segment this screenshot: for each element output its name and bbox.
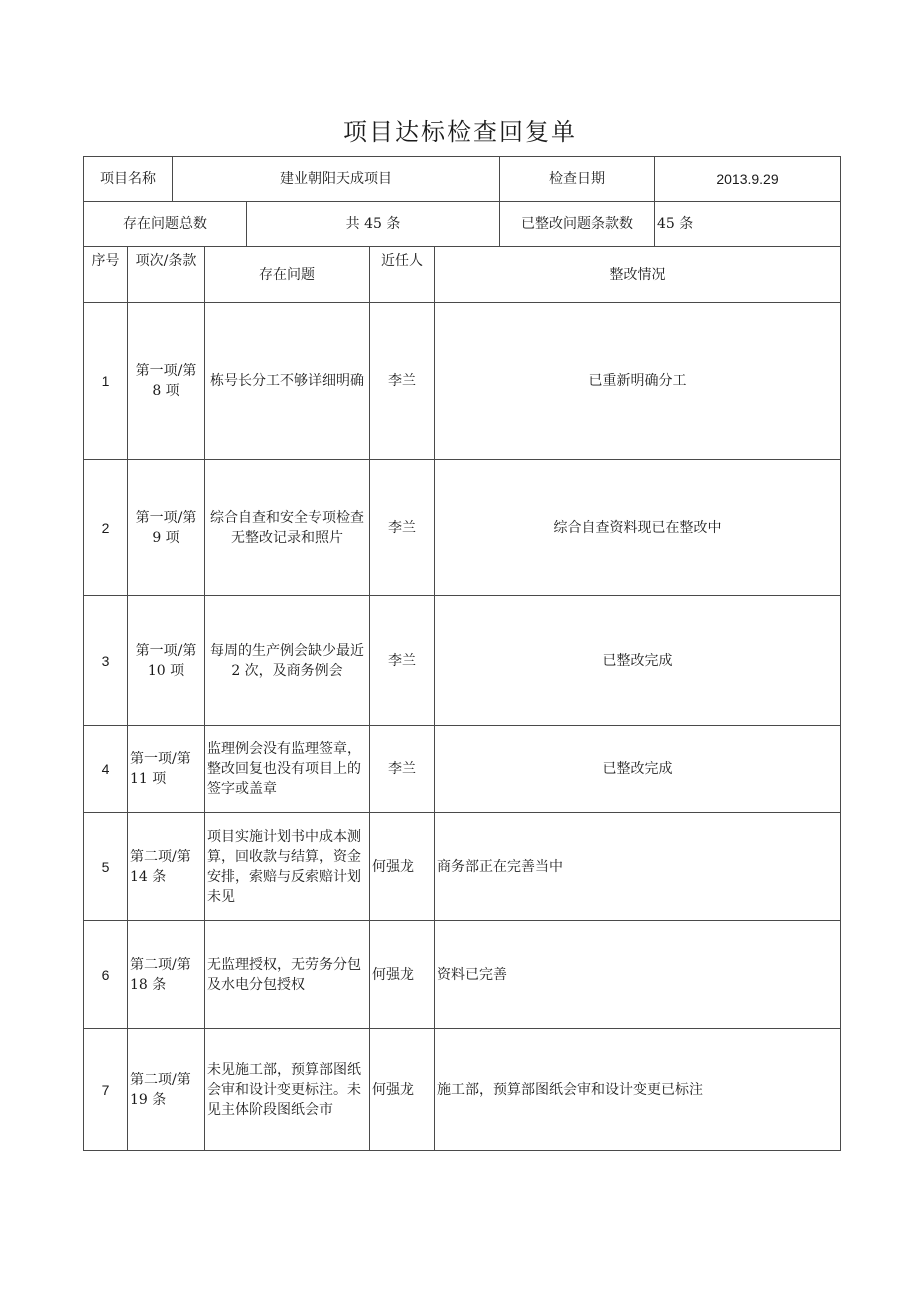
row-number: 7 <box>84 1029 128 1151</box>
row-issue: 未见施工部，预算部图纸会审和设计变更标注。未见主体阶段图纸会市 <box>205 1029 370 1151</box>
project-name-value: 建业朝阳天成项目 <box>173 157 500 202</box>
document-title: 项目达标检查回复单 <box>343 118 577 146</box>
row-status: 已重新明确分工 <box>435 303 841 460</box>
row-person: 李兰 <box>370 460 435 596</box>
row-item: 第一项/第 10 项 <box>128 596 205 726</box>
row-person: 何强龙 <box>370 1029 435 1151</box>
row-issue: 监理例会没有监理签章，整改回复也没有项目上的签字或盖章 <box>205 726 370 813</box>
row-person: 李兰 <box>370 596 435 726</box>
row-status: 资料已完善 <box>435 921 841 1029</box>
issues-table <box>83 246 841 1151</box>
table-row <box>84 460 841 596</box>
row-number: 3 <box>84 596 128 726</box>
col-header-no: 序号 <box>84 247 128 303</box>
check-date-label: 检查日期 <box>500 157 655 202</box>
column-header-row <box>84 247 841 303</box>
row-status: 综合自查资料现已在整改中 <box>435 460 841 596</box>
table-row <box>84 726 841 813</box>
row-person: 何强龙 <box>370 813 435 921</box>
total-issues-label: 存在问题总数 <box>84 202 247 247</box>
row-status: 已整改完成 <box>435 596 841 726</box>
row-number: 2 <box>84 460 128 596</box>
row-person: 李兰 <box>370 726 435 813</box>
row-issue: 栋号长分工不够详细明确 <box>205 303 370 460</box>
row-issue: 项目实施计划书中成本测算，回收款与结算，资金安排，索赔与反索赔计划未见 <box>205 813 370 921</box>
total-issues-value: 共 45 条 <box>247 202 500 247</box>
row-issue: 无监理授权，无劳务分包及水电分包授权 <box>205 921 370 1029</box>
row-item: 第二项/第 19 条 <box>128 1029 205 1151</box>
info-table <box>83 156 841 247</box>
row-status: 已整改完成 <box>435 726 841 813</box>
row-status: 商务部正在完善当中 <box>435 813 841 921</box>
reply-sheet <box>83 156 840 1151</box>
table-row <box>84 596 841 726</box>
check-date-value: 2013.9.29 <box>655 157 841 202</box>
row-number: 4 <box>84 726 128 813</box>
row-item: 第一项/第 8 项 <box>128 303 205 460</box>
rectified-count-label: 已整改问题条款数 <box>500 202 655 247</box>
row-item: 第二项/第 14 条 <box>128 813 205 921</box>
rectified-count-value: 45 条 <box>655 202 841 247</box>
row-number: 5 <box>84 813 128 921</box>
row-item: 第一项/第 11 项 <box>128 726 205 813</box>
table-row <box>84 303 841 460</box>
row-item: 第一项/第 9 项 <box>128 460 205 596</box>
row-person: 何强龙 <box>370 921 435 1029</box>
col-header-issue: 存在问题 <box>205 247 370 303</box>
table-row <box>84 921 841 1029</box>
row-issue: 综合自查和安全专项检查无整改记录和照片 <box>205 460 370 596</box>
row-number: 1 <box>84 303 128 460</box>
col-header-person: 近任人 <box>370 247 435 303</box>
col-header-status: 整改情况 <box>435 247 841 303</box>
row-number: 6 <box>84 921 128 1029</box>
project-name-label: 项目名称 <box>84 157 173 202</box>
table-row <box>84 813 841 921</box>
col-header-item: 项次/条款 <box>128 247 205 303</box>
row-issue: 每周的生产例会缺少最近 2 次，及商务例会 <box>205 596 370 726</box>
row-item: 第二项/第 18 条 <box>128 921 205 1029</box>
table-row <box>84 1029 841 1151</box>
row-status: 施工部，预算部图纸会审和设计变更已标注 <box>435 1029 841 1151</box>
row-person: 李兰 <box>370 303 435 460</box>
